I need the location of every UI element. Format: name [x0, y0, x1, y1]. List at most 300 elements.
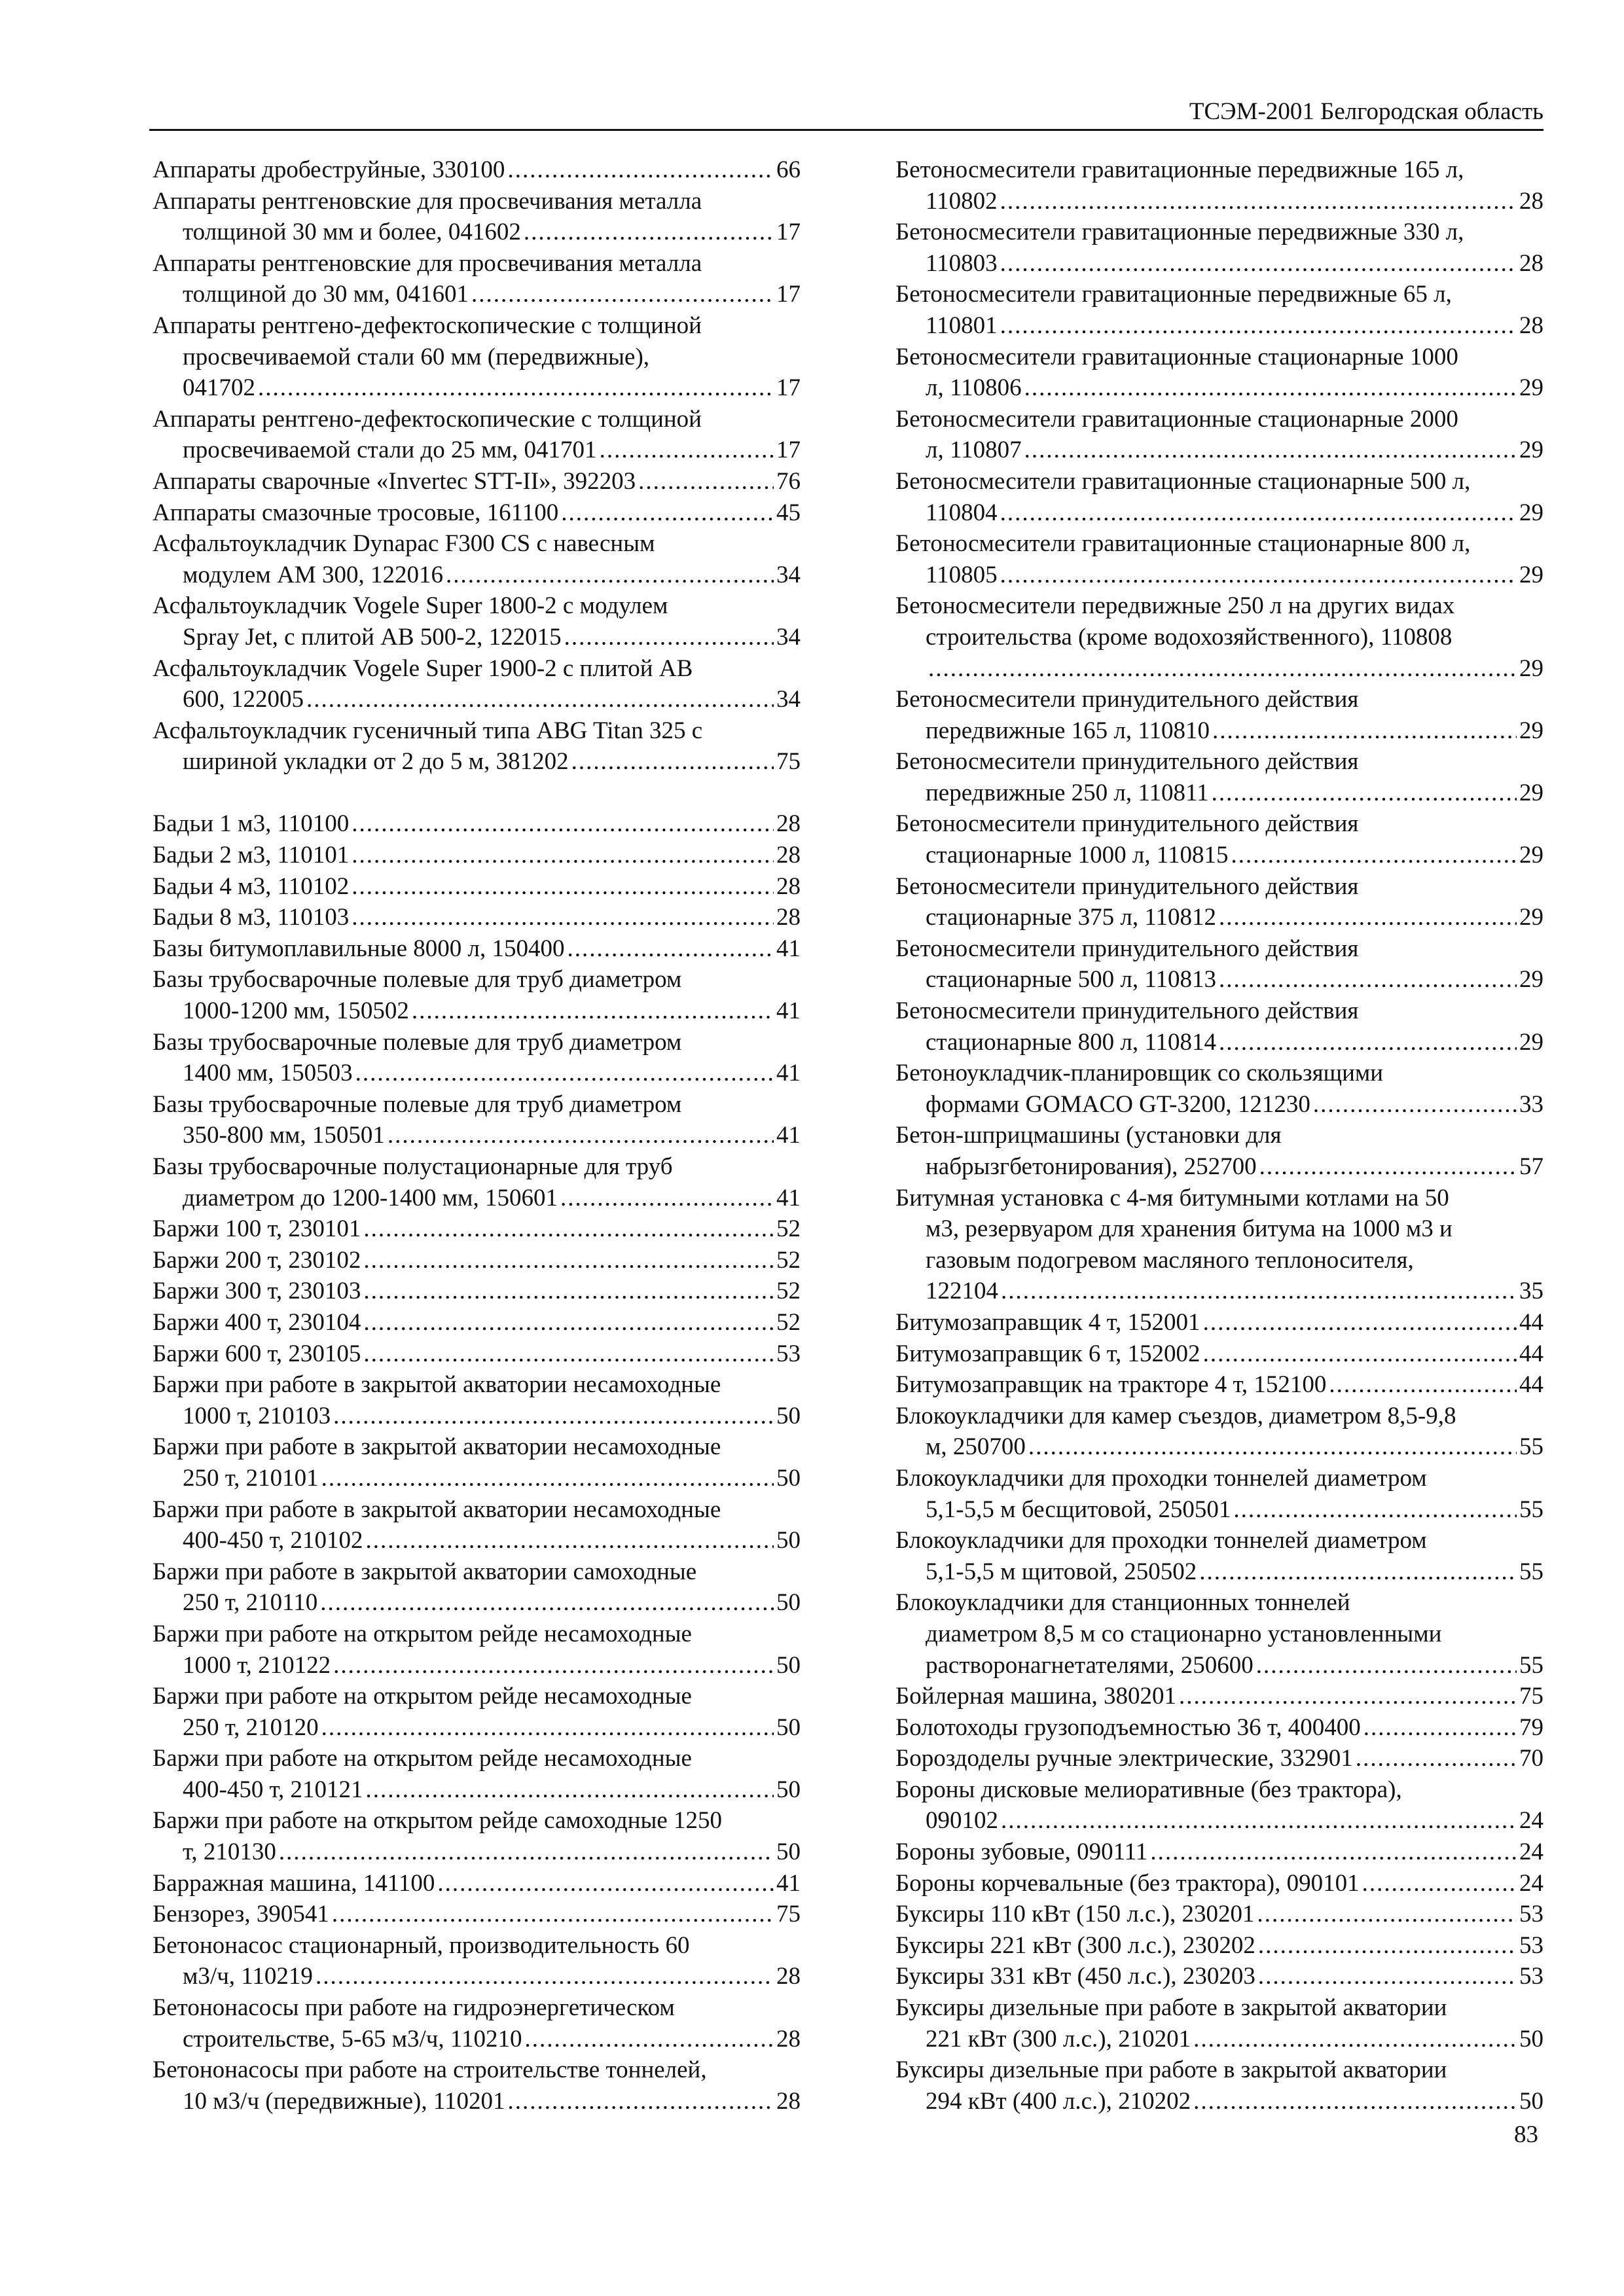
index-entry-last-line [895, 560, 1543, 591]
entry-page-number: 57 [1519, 1153, 1543, 1180]
index-entry-line: просвечиваемой стали 60 мм (передвижные), [183, 343, 650, 370]
dot-leader [1356, 1743, 1517, 1774]
entry-page-number: 41 [776, 997, 801, 1025]
index-entry [153, 186, 801, 248]
index-entry [153, 2054, 801, 2117]
index-entry-last-line [895, 1868, 1543, 1899]
index-entry [895, 1307, 1543, 1338]
entry-text: толщиной 30 мм и более, 041602 [183, 219, 521, 246]
index-entry [895, 1992, 1543, 2054]
index-entry [895, 933, 1543, 996]
index-entry [895, 1183, 1543, 1307]
index-entry [895, 996, 1543, 1058]
index-entry-last-line [895, 310, 1543, 342]
index-entry [153, 497, 801, 529]
index-entry-line: Бороны дисковые мелиоративные (без трактора), [895, 1776, 1402, 1803]
entry-text: Бадьи 1 м3, 110100 [153, 810, 350, 838]
index-entry [153, 964, 801, 1026]
index-entry-last-line [153, 1307, 801, 1338]
dot-leader [1231, 840, 1517, 871]
index-entry-line: строительства (кроме водохозяйственного), 110808 [926, 623, 1453, 651]
index-entry-last-line [153, 466, 801, 497]
index-entry [895, 404, 1543, 466]
index-entry [153, 1494, 801, 1556]
entry-text: Бадьи 8 м3, 110103 [153, 904, 350, 931]
index-entry [895, 217, 1543, 279]
index-entry-last-line [153, 1213, 801, 1245]
index-entry-last-line [153, 435, 801, 466]
index-entry [153, 310, 801, 404]
index-entry-line: Асфальтоукладчик Dynapac F300 CS с навесным [153, 530, 655, 558]
index-entry-last-line [895, 1369, 1543, 1401]
entry-text: Барражная машина, 141100 [153, 1869, 435, 1897]
entry-text: 221 кВт (300 л.с.), 210201 [926, 2025, 1191, 2053]
entry-text: стационарные 375 л, 110812 [926, 904, 1216, 931]
index-entry-line: Бетоносмесители гравитационные стационарные 800 л, [895, 530, 1471, 558]
index-entry-last-line [153, 1338, 801, 1370]
dot-leader [363, 1245, 774, 1276]
dot-leader [560, 1183, 774, 1214]
index-entry [153, 1805, 801, 1867]
entry-page-number: 24 [1519, 1807, 1543, 1835]
index-entry [895, 871, 1543, 933]
dot-leader [567, 933, 774, 965]
index-entry-line: Асфальтоукладчик Vogele Super 1900-2 с плитой AB [153, 655, 693, 682]
index-entry-line: Баржи при работе на открытом рейде несамоходные [153, 1745, 692, 1772]
entry-text: м3/ч, 110219 [183, 1963, 313, 1990]
index-entry [895, 1899, 1543, 1930]
entry-text: л, 110807 [926, 437, 1022, 464]
dot-leader [1256, 1650, 1517, 1681]
index-entry [895, 528, 1543, 590]
entry-text: Баржи 100 т, 230101 [153, 1215, 361, 1243]
entry-page-number: 50 [776, 1464, 801, 1492]
index-entry [895, 154, 1543, 217]
index-entry-last-line [153, 933, 801, 965]
index-entry-line: Бетоносмесители гравитационные передвижные 165 л, [895, 156, 1464, 183]
entry-text: толщиной до 30 мм, 041601 [183, 281, 469, 308]
entry-text: Баржи 200 т, 230102 [153, 1246, 361, 1274]
dot-leader [412, 996, 774, 1027]
entry-page-number: 28 [776, 904, 801, 931]
entry-page-number: 29 [1519, 499, 1543, 526]
entry-page-number: 29 [1519, 374, 1543, 402]
entry-text: 250 т, 210101 [183, 1464, 319, 1492]
index-entry-line: Баржи при работе в закрытой акватории несамоходные [153, 1496, 721, 1523]
entry-text: Бороны зубовые, 090111 [895, 1839, 1148, 1866]
entry-page-number: 33 [1519, 1090, 1543, 1118]
index-entry-last-line [153, 746, 801, 778]
index-entry-line: Аппараты рентгеновские для просвечивания металла [153, 187, 702, 215]
dot-leader [258, 372, 774, 404]
index-entry-line: Бетоносмесители гравитационные стационарные 2000 [895, 405, 1458, 433]
entry-page-number: 34 [776, 686, 801, 713]
entry-text: т, 210130 [183, 1839, 276, 1866]
index-entry-last-line [153, 902, 801, 933]
dot-leader [321, 1712, 774, 1744]
dot-leader [1219, 964, 1517, 996]
entry-page-number: 50 [776, 1713, 801, 1741]
dot-leader [279, 1837, 774, 1868]
dot-leader [1219, 1027, 1517, 1058]
entry-text: шириной укладки от 2 до 5 м, 381202 [183, 748, 569, 776]
index-entry-last-line [895, 372, 1543, 404]
entry-page-number: 79 [1519, 1713, 1543, 1741]
dot-leader [352, 871, 774, 903]
index-entry-last-line [895, 964, 1543, 996]
index-entry [895, 808, 1543, 870]
dot-leader [1313, 1089, 1517, 1121]
index-entry-last-line [153, 1245, 801, 1276]
index-entry [895, 746, 1543, 808]
index-entry [153, 1431, 801, 1494]
index-entry-line: Базы трубосварочные полевые для труб диаметром [153, 966, 682, 994]
index-entry [153, 1369, 801, 1431]
index-entry-line: Буксиры дизельные при работе в закрытой акватории [895, 1994, 1447, 2022]
dot-leader [388, 1120, 774, 1151]
dot-leader [1203, 1338, 1517, 1370]
entry-page-number: 44 [1519, 1340, 1543, 1367]
index-entry-line: Баржи при работе на открытом рейде самоходные 1250 [153, 1807, 723, 1835]
index-entry-last-line [153, 1183, 801, 1214]
entry-page-number: 75 [776, 748, 801, 776]
index-entry-last-line [153, 684, 801, 715]
index-entry-last-line [895, 902, 1543, 933]
dot-leader [600, 435, 774, 466]
index-entry [895, 1120, 1543, 1182]
entry-text: Бадьи 4 м3, 110102 [153, 872, 350, 900]
entry-page-number: 29 [1519, 717, 1543, 744]
index-entry-last-line [153, 560, 801, 591]
index-entry [895, 684, 1543, 746]
running-header [149, 93, 1543, 131]
entry-text: 110802 [926, 187, 998, 215]
entry-page-number: 29 [1519, 966, 1543, 994]
index-entry [895, 1369, 1543, 1401]
entry-text: Бензорез, 390541 [153, 1901, 329, 1928]
index-entry-line: Блокоукладчики для камер съездов, диаметром 8,5-9,8 [895, 1402, 1456, 1429]
dot-leader [1257, 1899, 1517, 1930]
entry-page-number: 24 [1519, 1839, 1543, 1866]
dot-leader [1024, 435, 1517, 466]
index-entry-line: Бетон-шприцмашины (установки для [895, 1122, 1282, 1149]
dot-leader [352, 840, 774, 871]
entry-page-number: 53 [776, 1340, 801, 1367]
entry-page-number: 34 [776, 561, 801, 588]
index-column-right [895, 154, 1543, 2117]
index-entry-last-line [153, 154, 801, 186]
dot-leader [1000, 248, 1517, 279]
index-entry [895, 1868, 1543, 1899]
index-entry-last-line [895, 1151, 1543, 1183]
dot-leader [1000, 186, 1517, 217]
index-entry-last-line [895, 1899, 1543, 1930]
entry-text: 1400 мм, 150503 [183, 1060, 353, 1087]
index-entry-line: Баржи при работе в закрытой акватории несамоходные [153, 1433, 721, 1461]
index-entry-line: Аппараты рентгеновские для просвечивания металла [153, 249, 702, 277]
index-entry-last-line [895, 1027, 1543, 1058]
dot-leader [306, 684, 774, 715]
index-entry-line: Бетоносмесители передвижные 250 л на других видах [895, 592, 1455, 620]
index-entry-last-line [895, 1743, 1543, 1774]
index-entry-line: Бетоносмесители гравитационные стационарные 1000 [895, 343, 1458, 370]
header-title: ТСЭМ-2001 Белгородская область [1189, 98, 1543, 125]
entry-page-number: 28 [776, 2025, 801, 2053]
index-entry [895, 1401, 1543, 1463]
dot-leader [352, 902, 774, 933]
entry-page-number: 29 [1519, 779, 1543, 806]
index-column-left [153, 154, 801, 2117]
index-entry-last-line [895, 1650, 1543, 1681]
index-entry [153, 808, 801, 840]
index-entry [895, 1743, 1543, 1774]
index-entry-line: Бетононасос стационарный, производительность 60 [153, 1931, 690, 1959]
dot-leader [561, 497, 774, 529]
entry-page-number: 50 [1519, 2025, 1543, 2053]
index-entry [153, 1027, 801, 1089]
index-entry [153, 1556, 801, 1619]
entry-page-number: 55 [1519, 1433, 1543, 1461]
entry-text: растворонагнетателями, 250600 [926, 1651, 1254, 1679]
entry-page-number: 35 [1519, 1278, 1543, 1305]
entry-page-number: 29 [1519, 842, 1543, 869]
index-entry-last-line [895, 653, 1543, 685]
entry-text: м, 250700 [926, 1433, 1026, 1461]
entry-page-number: 50 [1519, 2087, 1543, 2115]
entry-page-number: 28 [776, 810, 801, 838]
index-entry [153, 1245, 801, 1276]
index-entry-last-line [153, 1961, 801, 1992]
entry-page-number: 29 [1519, 904, 1543, 931]
index-entry-line: Бетононасосы при работе на гидроэнергетическом [153, 1994, 675, 2022]
index-entry-last-line [895, 1494, 1543, 1526]
dot-leader [363, 1276, 774, 1307]
index-entry-last-line [153, 1276, 801, 1307]
index-entry-line: Базы трубосварочные полевые для труб диаметром [153, 1090, 682, 1118]
index-entry-line: Асфальтоукладчик гусеничный типа ABG Titan 325 с [153, 717, 703, 744]
entry-page-number: 34 [776, 623, 801, 651]
dot-leader [471, 279, 774, 310]
dot-leader [316, 1961, 774, 1992]
entry-page-number: 52 [776, 1278, 801, 1305]
index-entry-last-line [895, 1930, 1543, 1962]
dot-leader [1258, 1961, 1517, 1992]
index-entry-line: газовым подогревом масляного теплоносителя, [926, 1246, 1414, 1274]
entry-text: стационарные 1000 л, 110815 [926, 842, 1229, 869]
index-entry-last-line [895, 1961, 1543, 1992]
entry-page-number: 41 [776, 1869, 801, 1897]
dot-leader [1179, 1681, 1517, 1712]
entry-text: стационарные 800 л, 110814 [926, 1028, 1216, 1056]
dot-leader [355, 1058, 774, 1089]
index-entry-last-line [153, 1525, 801, 1556]
entry-page-number: 70 [1519, 1745, 1543, 1772]
entry-page-number: 55 [1519, 1558, 1543, 1585]
index-entry-line: Баржи при работе в закрытой акватории самоходные [153, 1558, 697, 1585]
entry-text: Бороны корчевальные (без трактора), 090101 [895, 1869, 1360, 1897]
entry-text: Баржи 600 т, 230105 [153, 1340, 361, 1367]
entry-text: Бороздоделы ручные электрические, 332901 [895, 1745, 1353, 1772]
index-entry-last-line [895, 1837, 1543, 1868]
index-entry-last-line [153, 622, 801, 653]
index-entry [153, 902, 801, 933]
index-entry [153, 154, 801, 186]
dot-leader [1000, 560, 1517, 591]
index-entry [153, 1899, 801, 1930]
entry-page-number: 55 [1519, 1651, 1543, 1679]
entry-text: Spray Jet, с плитой AB 500-2, 122015 [183, 623, 562, 651]
entry-page-number: 28 [1519, 187, 1543, 215]
dot-leader [363, 1338, 774, 1370]
index-entry [153, 528, 801, 590]
index-entry-line: диаметром 8,5 м со стационарно установленными [926, 1620, 1442, 1647]
entry-text: 1000 т, 210103 [183, 1402, 331, 1429]
dot-leader [320, 1587, 774, 1619]
index-entry-last-line [153, 279, 801, 310]
index-entry-last-line [153, 372, 801, 404]
index-entry [895, 1058, 1543, 1120]
entry-text: л, 110806 [926, 374, 1022, 402]
entry-page-number: 17 [776, 281, 801, 308]
entry-page-number: 50 [776, 1651, 801, 1679]
index-entry-line: Бетоносмесители принудительного действия [895, 935, 1359, 962]
entry-page-number: 41 [776, 1184, 801, 1211]
dot-leader [1000, 310, 1517, 342]
entry-text: 110805 [926, 561, 998, 588]
entry-text: Бойлерная машина, 380201 [895, 1683, 1177, 1710]
dot-leader [333, 1401, 774, 1432]
dot-leader [352, 808, 774, 840]
dot-leader [363, 1213, 774, 1245]
entry-text: Баржи 400 т, 230104 [153, 1308, 361, 1336]
dot-leader [1199, 1556, 1517, 1588]
index-entry-line: Бетоносмесители гравитационные передвижные 65 л, [895, 281, 1452, 308]
index-entry-last-line [895, 1089, 1543, 1121]
entry-text: Бадьи 2 м3, 110101 [153, 842, 350, 869]
index-entry-last-line [895, 2024, 1543, 2055]
index-entry [895, 1961, 1543, 1992]
dot-leader [1363, 1712, 1517, 1744]
index-entry-line: Баржи при работе на открытом рейде несамоходные [153, 1620, 692, 1647]
entry-text: Битумозаправщик 6 т, 152002 [895, 1340, 1200, 1367]
dot-leader [365, 1525, 774, 1556]
entry-page-number: 75 [1519, 1683, 1543, 1710]
entry-text: 350-800 мм, 150501 [183, 1122, 385, 1149]
index-entry-line: Базы трубосварочные полустационарные для труб [153, 1153, 673, 1180]
index-entry-line: Бетоноукладчик-планировщик со скользящими [895, 1060, 1384, 1087]
dot-leader [525, 2024, 774, 2055]
index-entry [153, 1868, 801, 1899]
dot-leader [1203, 1307, 1517, 1338]
entry-text: строительстве, 5-65 м3/ч, 110210 [183, 2025, 522, 2053]
dot-leader [928, 653, 1517, 685]
index-entry-line: Бетоносмесители принудительного действия [895, 686, 1359, 713]
index-entry [895, 342, 1543, 404]
index-entry-last-line [153, 871, 801, 903]
entry-text: диаметром до 1200-1400 мм, 150601 [183, 1184, 558, 1211]
entry-page-number: 29 [1519, 1028, 1543, 1056]
entry-text: 110804 [926, 499, 998, 526]
entry-text: просвечиваемой стали до 25 мм, 041701 [183, 437, 597, 464]
entry-text: 110803 [926, 249, 998, 277]
index-entry-line: Аппараты рентгено-дефектоскопические с толщиной [153, 312, 702, 339]
entry-text: 041702 [183, 374, 255, 402]
entry-page-number: 28 [776, 842, 801, 869]
index-entry-last-line [153, 497, 801, 529]
entry-text: 090102 [926, 1807, 998, 1835]
entry-page-number: 75 [776, 1901, 801, 1928]
index-entry-line: Баржи при работе на открытом рейде несамоходные [153, 1683, 692, 1710]
index-entry [895, 590, 1543, 684]
dot-leader [1001, 1805, 1517, 1837]
entry-text: Баржи 300 т, 230103 [153, 1278, 361, 1305]
entry-page-number: 53 [1519, 1963, 1543, 1990]
index-entry-line: Бетоносмесители гравитационные передвижные 330 л, [895, 219, 1464, 246]
entry-text: формами GOMACO GT-3200, 121230 [926, 1090, 1310, 1118]
index-entry [153, 1930, 801, 1992]
dot-leader [507, 2086, 774, 2117]
index-entry [895, 1587, 1543, 1681]
index-entry-last-line [895, 186, 1543, 217]
index-entry [153, 840, 801, 871]
index-entry-last-line [895, 1681, 1543, 1712]
index-entry [153, 1338, 801, 1370]
dot-leader [1212, 715, 1517, 747]
entry-text: набрызгбетонирования), 252700 [926, 1153, 1257, 1180]
dot-leader [571, 746, 774, 778]
index-entry [153, 933, 801, 965]
index-entry-last-line [153, 1712, 801, 1744]
entry-text: Болотоходы грузоподъемностью 36 т, 400400 [895, 1713, 1361, 1741]
index-entry-last-line [895, 778, 1543, 809]
entry-page-number: 28 [776, 872, 801, 900]
index-entry-line: м3, резервуаром для хранения битума на 1000 м3 и [926, 1215, 1453, 1243]
entry-page-number: 52 [776, 1308, 801, 1336]
entry-page-number: 17 [776, 374, 801, 402]
index-entry [153, 715, 801, 778]
dot-leader [321, 1463, 774, 1494]
entry-text: 400-450 т, 210102 [183, 1527, 363, 1554]
index-entry-last-line [895, 715, 1543, 747]
index-entry [153, 1619, 801, 1681]
index-entry [153, 466, 801, 497]
index-entry-line: Бетоносмесители принудительного действия [895, 748, 1359, 776]
entry-text: 400-450 т, 210121 [183, 1776, 363, 1803]
index-entry-last-line [153, 1401, 801, 1432]
index-entry [153, 590, 801, 653]
index-entry [895, 1930, 1543, 1962]
index-entry [895, 1338, 1543, 1370]
entry-page-number: 50 [776, 1589, 801, 1617]
dot-leader [363, 1307, 774, 1338]
dot-leader [638, 466, 774, 497]
index-entry-last-line [895, 248, 1543, 279]
entry-page-number: 29 [1519, 437, 1543, 464]
entry-page-number: 41 [776, 935, 801, 962]
entry-page-number: 66 [776, 156, 801, 183]
entry-text: 1000 т, 210122 [183, 1651, 331, 1679]
entry-text: стационарные 500 л, 110813 [926, 966, 1216, 994]
index-entry [153, 404, 801, 466]
index-entry-last-line [153, 1868, 801, 1899]
entry-text: Аппараты смазочные тросовые, 161100 [153, 499, 559, 526]
index-entry [153, 1681, 801, 1743]
entry-page-number: 28 [1519, 312, 1543, 339]
index-entry-last-line [895, 2086, 1543, 2117]
index-entry [153, 1089, 801, 1151]
entry-text: 1000-1200 мм, 150502 [183, 997, 409, 1025]
entry-page-number: 50 [776, 1402, 801, 1429]
